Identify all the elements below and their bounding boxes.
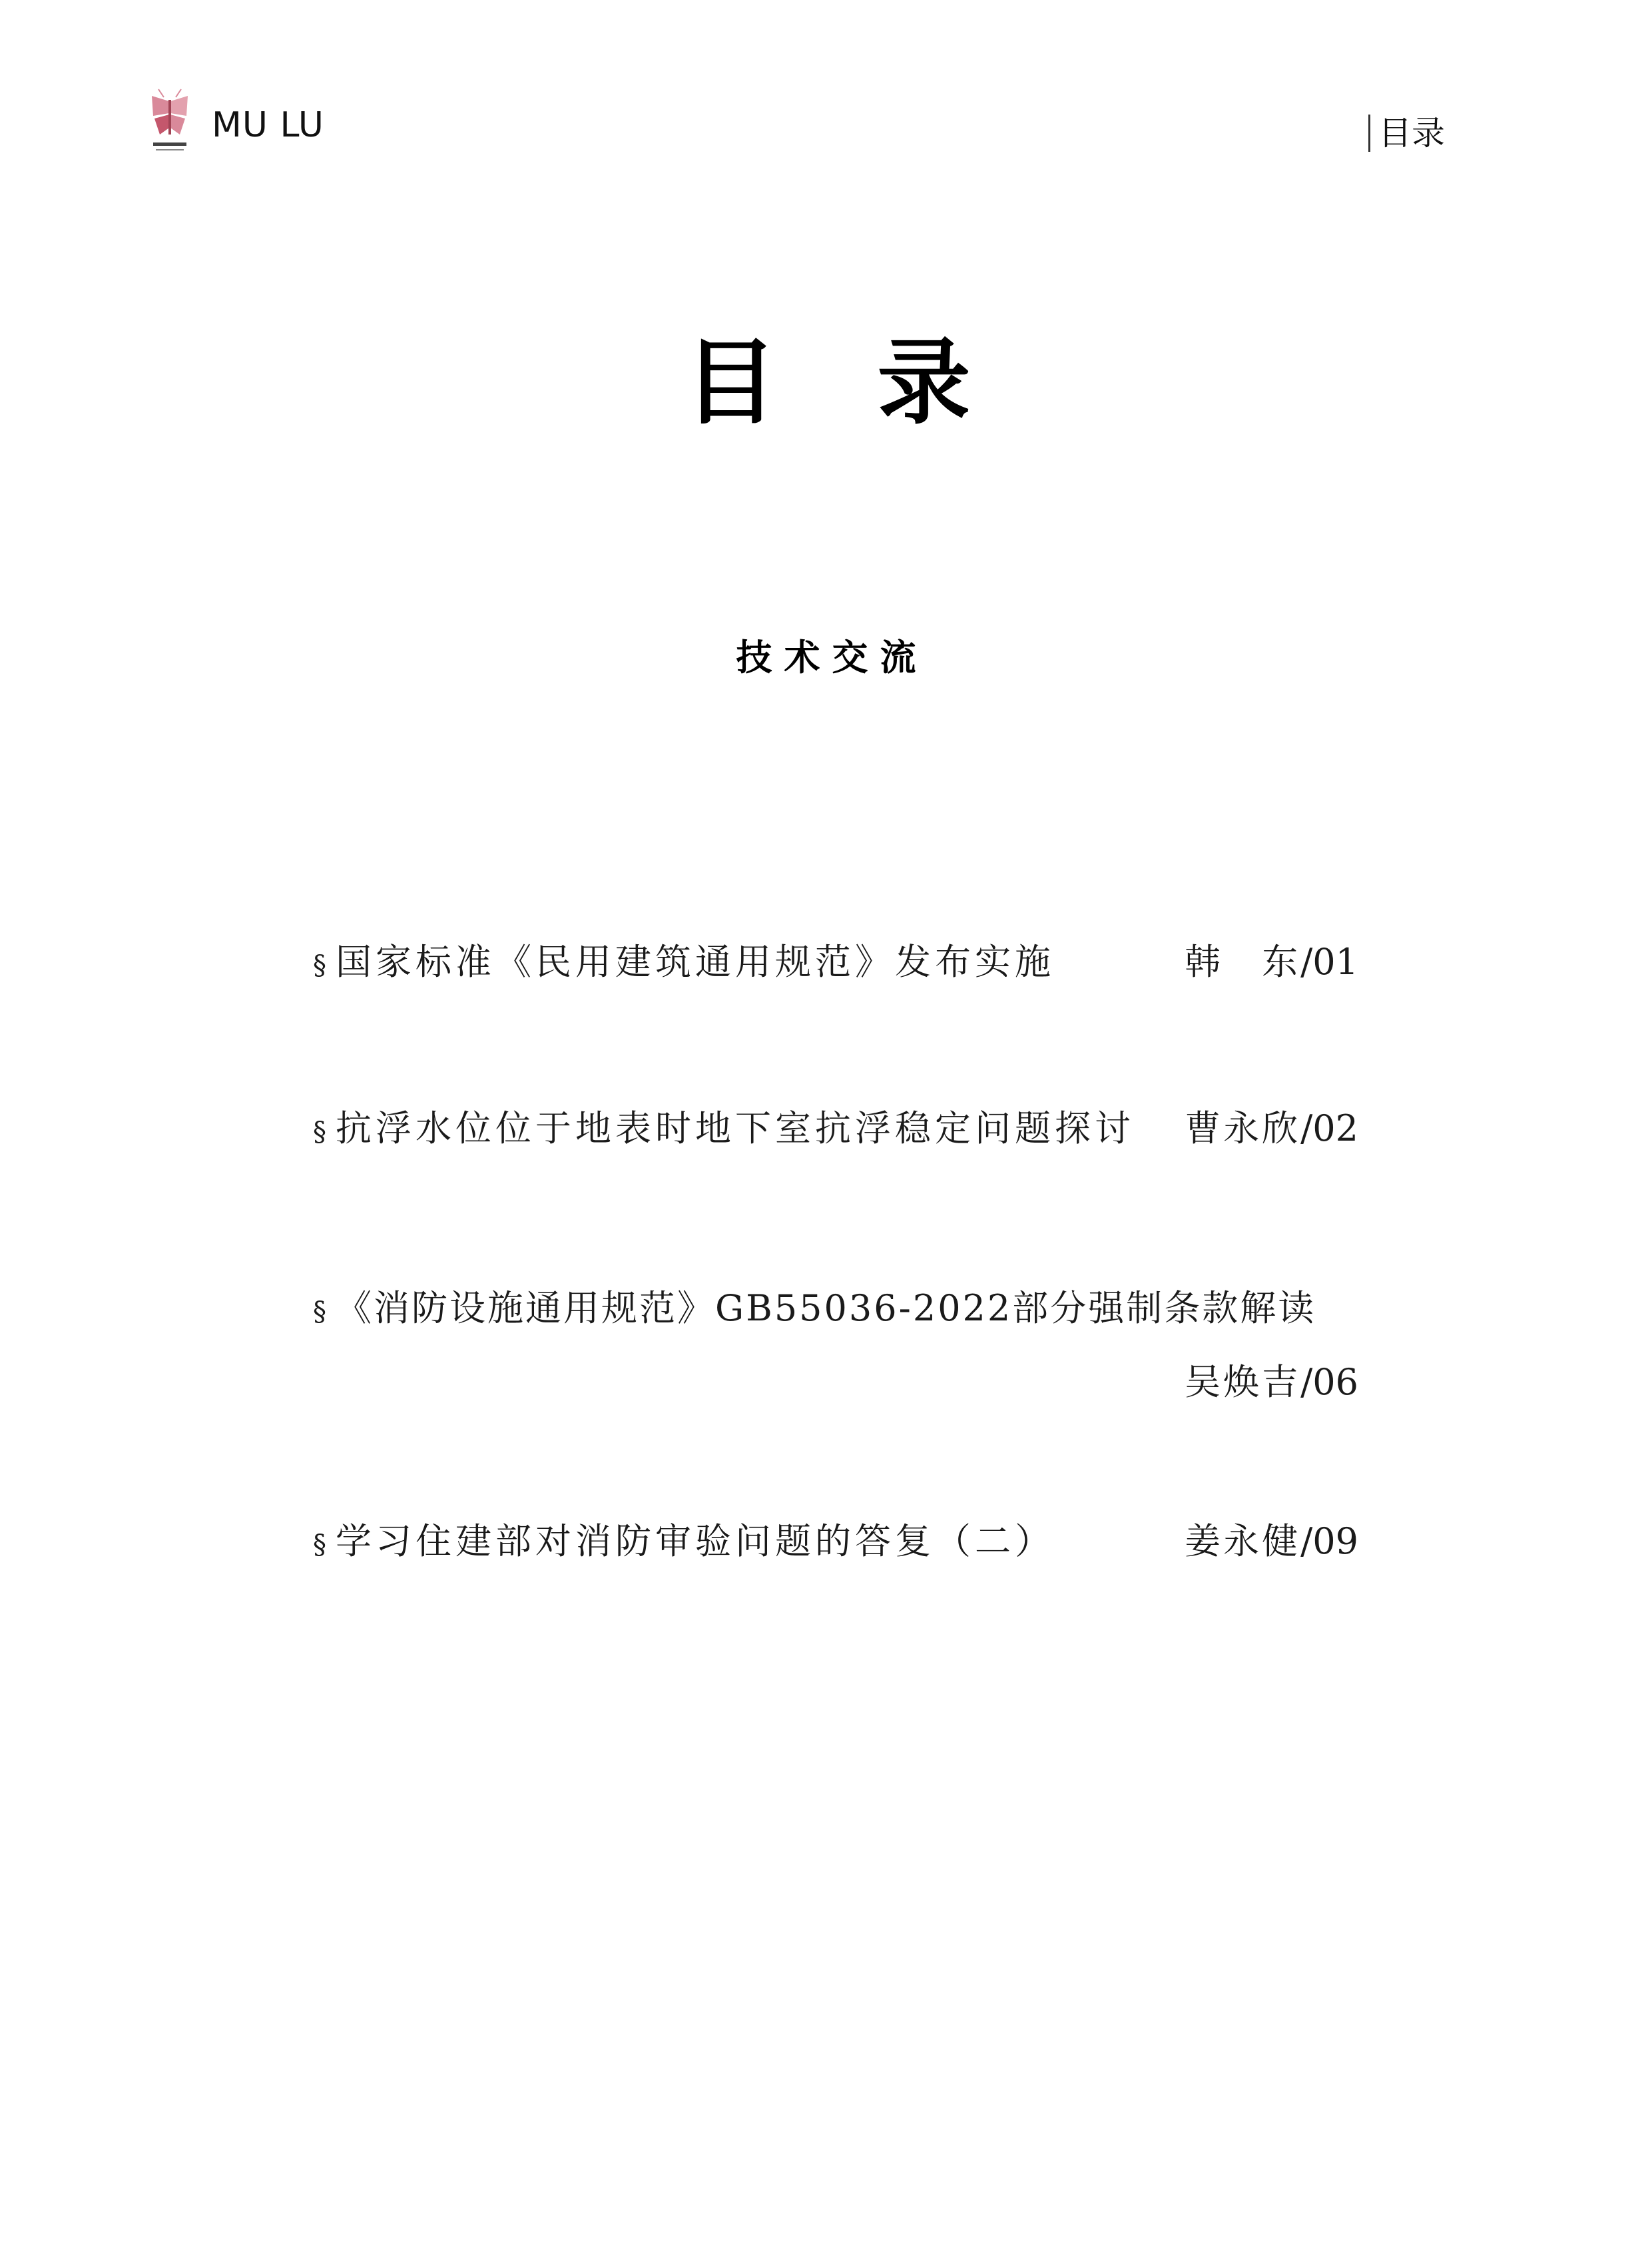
- butterfly-logo-icon: [149, 87, 190, 158]
- toc-entry-page: /09: [1300, 1520, 1358, 1562]
- table-of-contents: [313, 0, 1358, 2242]
- toc-entry-author: 吴焕吉: [1185, 1361, 1301, 1403]
- header-brand: MU LU: [212, 105, 324, 145]
- toc-entry-page: /02: [1300, 1107, 1358, 1149]
- section-mark: §: [313, 1530, 326, 1560]
- toc-entry[interactable]: [313, 940, 1358, 987]
- toc-entry-title: 抗浮水位位于地表时地下室抗浮稳定问题探讨: [336, 1107, 1135, 1149]
- toc-entry-author: 姜永健: [1185, 1520, 1301, 1562]
- section-mark: §: [313, 1117, 326, 1147]
- toc-entry[interactable]: [313, 1520, 1358, 1567]
- toc-entry[interactable]: [313, 1286, 1358, 1404]
- section-heading: 技术交流: [736, 637, 928, 679]
- page-title: 目录: [684, 328, 1071, 437]
- header-divider: [1368, 115, 1370, 152]
- toc-entry-page: /01: [1300, 941, 1358, 983]
- section-mark: §: [313, 1296, 326, 1327]
- toc-entry[interactable]: [313, 1107, 1358, 1154]
- header-section-label: 目录: [1378, 114, 1445, 152]
- toc-entry-title: 《消防设施通用规范》GB55036-2022部分强制条款解读: [336, 1287, 1316, 1329]
- toc-entry-title: 国家标准《民用建筑通用规范》发布实施: [336, 941, 1055, 983]
- section-mark: §: [313, 950, 326, 981]
- toc-entry-author: 曹永欣: [1185, 1107, 1301, 1149]
- toc-entry-author: 韩 东: [1185, 941, 1301, 983]
- toc-entry-page: /06: [1300, 1361, 1358, 1403]
- toc-entry-title: 学习住建部对消防审验问题的答复（二）: [336, 1520, 1055, 1562]
